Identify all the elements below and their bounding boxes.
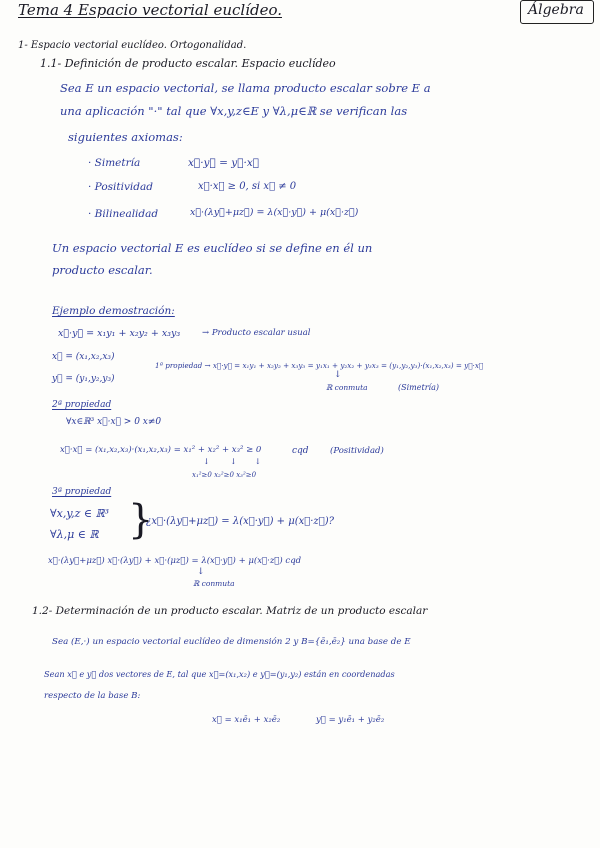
axiom-bilinearity-name: · Bilinealidad — [88, 208, 159, 220]
example-title: Ejemplo demostración: — [52, 305, 175, 317]
axiom-symmetry-name: · Simetría — [88, 157, 141, 169]
equation-y: y⃗ = y₁ē₁ + y₂ē₂ — [316, 715, 385, 725]
subject-label: Álgebra — [528, 2, 584, 18]
definition-line-1: Sea E un espacio vectorial, se llama producto escalar sobre E a — [60, 81, 431, 95]
page-title: Tema 4 Espacio vectorial euclídeo. — [18, 1, 282, 19]
example-note: → Producto escalar usual — [202, 328, 311, 338]
property-2-note: (Positividad) — [330, 446, 384, 456]
example-formula: x⃗·y⃗ = x₁y₁ + x₂y₂ + x₃y₃ — [58, 328, 181, 339]
axiom-positivity-name: · Positividad — [88, 181, 153, 193]
axiom-bilinearity-formula: x⃗·(λy⃗+μz⃗) = λ(x⃗·y⃗) + μ(x⃗·z⃗) — [190, 207, 359, 218]
definition-line-3: siguientes axiomas: — [68, 130, 183, 144]
section-1-1-title: 1.1- Definición de producto escalar. Espacio euclídeo — [40, 57, 336, 70]
property-1-proof: 1ª propiedad → x⃗·y⃗ = x₁y₁ + x₂y₂ + x₃y₃ = y₁x₁ + y₂x₂ + y₃x₃ = (y₁,y₂,y₃)·(x₁,x₂,x₃) = y⃗·x⃗ — [155, 361, 484, 370]
property-3-note: ℝ conmuta — [193, 579, 235, 588]
property-3-condition-1: ∀x,y,z ∈ ℝ³ — [50, 507, 110, 520]
axiom-positivity-formula: x⃗·x⃗ ≥ 0, si x⃗ ≠ 0 — [198, 181, 297, 192]
vector-y: y⃗ = (y₁,y₂,y₃) — [52, 374, 115, 384]
section-1-2-line-1: Sea (E,·) un espacio vectorial euclídeo de dimensión 2 y B={ē₁,ē₂} una base de E — [52, 637, 411, 647]
property-3-proof: x⃗·(λy⃗+μz⃗) x⃗·(λy⃗) + x⃗·(μz⃗) = λ(x⃗·y⃗) + μ(x⃗·z⃗) cqd — [48, 556, 302, 566]
property-2-arrows: ↓ ↓ ↓ — [203, 457, 262, 466]
section-1-2-line-2: Sean x⃗ e y⃗ dos vectores de E, tal que x⃗=(x₁,x₂) e y⃗=(y₁,y₂) están en coordenadas — [44, 669, 395, 679]
axiom-symmetry-formula: x⃗·y⃗ = y⃗·x⃗ — [188, 157, 260, 169]
property-3-question: ¿x⃗·(λy⃗+μz⃗) = λ(x⃗·y⃗) + μ(x⃗·z⃗)? — [146, 516, 334, 527]
property-1-note-symmetry: (Simetría) — [398, 383, 439, 392]
property-1-arrow: ↓ — [334, 370, 342, 380]
equation-x: x⃗ = x₁ē₁ + x₂ē₂ — [212, 715, 281, 725]
property-2-cqd: cqd — [292, 446, 309, 456]
euclidean-definition-line-2: producto escalar. — [52, 263, 153, 277]
property-3-brace: } — [128, 497, 154, 543]
property-3-condition-2: ∀λ,μ ∈ ℝ — [50, 528, 99, 541]
section-1-2-line-3: respecto de la base B: — [44, 691, 141, 701]
property-2-formula: x⃗·x⃗ = (x₁,x₂,x₃)·(x₁,x₂,x₃) = x₁² + x₂² + x₃² ≥ 0 — [60, 445, 262, 455]
vector-x: x⃗ = (x₁,x₂,x₃) — [52, 352, 115, 362]
section-1-2-title: 1.2- Determinación de un producto escalar. Matriz de un producto escalar — [32, 605, 428, 617]
section-1-title: 1- Espacio vectorial euclídeo. Ortogonalidad. — [18, 40, 247, 51]
property-3-title: 3ª propiedad — [52, 487, 112, 497]
property-3-arrow: ↓ — [197, 567, 205, 577]
property-2-title: 2ª propiedad — [52, 400, 112, 410]
definition-line-2: una aplicación "·" tal que ∀x,y,z∈E y ∀λ,μ∈ℝ se verifican las — [60, 104, 408, 118]
euclidean-definition-line-1: Un espacio vectorial E es euclídeo si se define en él un — [52, 241, 373, 255]
property-2-condition: ∀x∈ℝ³ x⃗·x⃗ > 0 x≠0 — [66, 417, 162, 427]
property-1-note-commute: ℝ conmuta — [326, 383, 368, 392]
property-2-sub: x₁²≥0 x₂²≥0 x₃²≥0 — [192, 471, 257, 479]
